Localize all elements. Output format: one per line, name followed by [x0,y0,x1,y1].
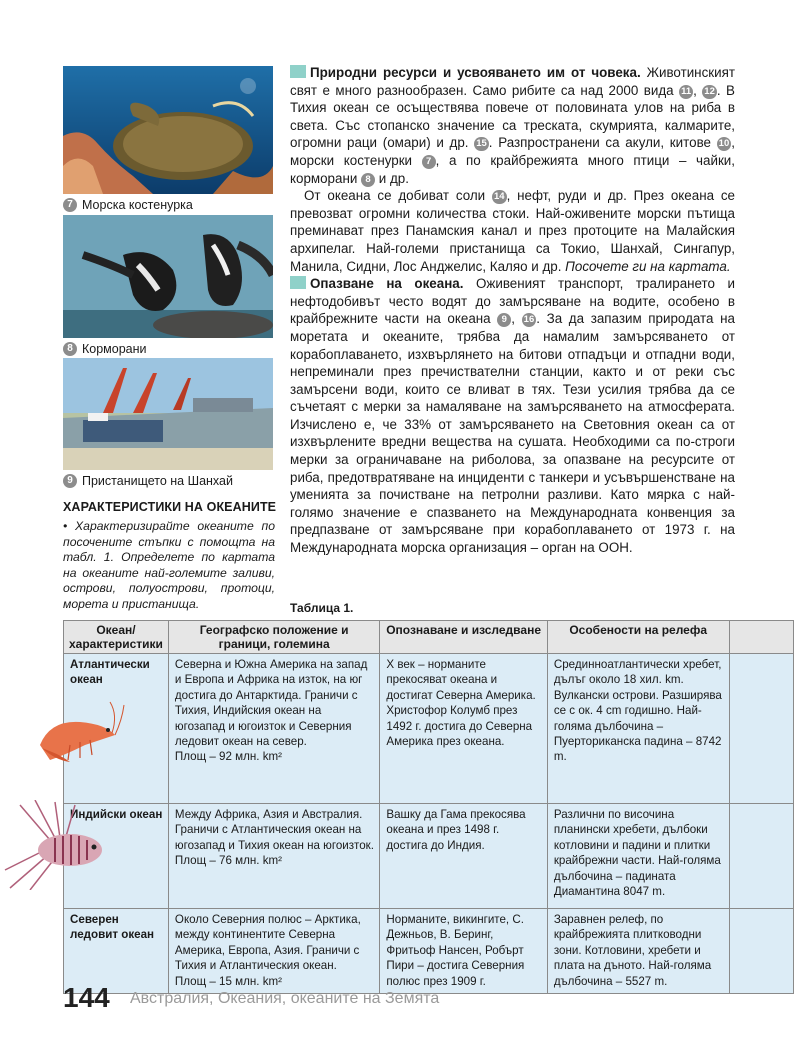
empty-cell [729,804,793,909]
photo-caption-text: Пристанището на Шанхай [82,474,233,488]
task-instruction: • Характеризирайте океаните по посочените стъпки с помощта на табл. 1. Определете по картата на океаните най-големите заливи, острови, полуострови, протоци, морета и пристанища. [63,519,275,611]
section-marker [290,276,306,289]
figure-ref-badge: 7 [422,155,436,169]
paragraph-protection: Опазване на океана. Оживеният транспорт, тралирането и нефтодобивът често водят до замърсяване на водите, особено в крайбрежните части на океана 9 , 16 . За да запазим природата на моретата и океаните, трябва да намалим замърсяването от корабоплаването, изхвърлянето на битови отпадъци и отпадни води, непреминали през пречиствателни станции, както и от реки със замърсени води, които се вливат в тях. Тези усилия трябва да се съчетаят с мерки за намаляване на замърсяването на атмосферата. Изчислено е, че 33% от замърсяването на Световния океан са от изхвърлените вредни вещества на сушата. Необходими са по-строги мерки за ограничаване на риболова, за опазване на ресурсите от риба, предотвратяване на инциденти с танкери и усъвършенстване на уменията за почистване на петролни разливи. Като мярка с най-голямо значение е спазването на Международната конвенция за предпазване от замърсяване при корабоплаването от 1973 г. на Международната морска организация – орган на ООН. [290,276,735,556]
section-heading-ocean-characteristics: ХАРАКТЕРИСТИКИ НА ОКЕАНИТЕ [63,500,277,514]
table-row [64,654,794,804]
ocean-name-cell: Северен ледовит океан [64,909,169,994]
task-inline: Посочете ги на картата. [565,258,731,274]
section-marker [290,65,306,78]
table-label: Таблица 1. [290,601,354,615]
figure-ref-badge: 8 [361,173,375,187]
photo-number-badge: 8 [63,342,77,356]
empty-cell [729,909,793,994]
relief-cell: Заравнен релеф, по крайбрежията плитководни зони. Котловини, хребети и плата на дъното. Най-голяма дълбочина – 5527 m. [547,909,729,994]
relief-cell: Срединноатлантически хребет, дълъг около 18 хил. km. Вулкански острови. Разширява се с ок. 4 cm годишно. Най-голяма дълбочина – Пуерториканска падина – 8742 m. [547,654,729,804]
photo-caption-text: Морска костенурка [82,198,193,212]
page-number: 144 [63,982,110,1013]
area-value: Площ – 15 млн. km² [174,974,283,988]
exploration-cell: X век – норманите прекосяват океана и достигат Северна Америка. Христофор Колумб през 1492 г. достига до Северна Америка през океана. [380,654,547,804]
photo-caption-cormorants [63,342,147,356]
paragraph-resources: Природни ресурси и усвояването им от човека. Животинският свят е много разнообразен. Само рибите са над 2000 вида 11 , 12 . В Тихия океан се осъществява повече от половината улов на риба в света. Със стопанско значение са трескатa, скумрията, калмарите, огромни раци (омари) и др. 15 . Разпространени са акули, китове 10 , морски костенурки 7 , а по крайбрежията много птици – чайки, корморани 8 и др. [290,65,735,186]
cormorants-photo [63,215,273,338]
column-header [729,621,793,654]
photo-caption-turtle [63,198,193,212]
column-header: Опознаване и изследване [380,621,547,654]
photo-caption-shanghai [63,474,233,488]
shanghai-port-photo [63,358,273,470]
column-header: Особености на релефа [547,621,729,654]
table-row [64,909,794,994]
exploration-cell: Норманите, викингите, С. Дежньов, В. Беринг, Фритьоф Нансен, Робърт Пири – достига Северния полюс през 1909 г. [380,909,547,994]
table-row [64,804,794,909]
photo-caption-text: Корморани [82,342,147,356]
figure-ref-badge: 11 [681,85,692,97]
column-header: Географско положение и граници, големина [168,621,379,654]
oceans-table [63,620,794,994]
figure-ref-badge: 15 [476,138,487,150]
sea-turtle-photo [63,66,273,194]
geo-cell: Северна и Южна Америка на запад и Европа и Африка на изток, на юг достига до Антарктида. Граничи с Тихия, Индийския океан на югозапад и югоизток и Северния ледовит океан на север. Площ – 92 млн. km² [168,654,379,804]
empty-cell [729,654,793,804]
figure-ref-badge: 10 [718,138,730,150]
chapter-title: Австралия, Океания, океаните на Земята [130,990,440,1007]
exploration-cell: Вашку да Гама прекосява океана и през 1498 г. достига до Индия. [380,804,547,909]
column-header: Океан/характеристики [64,621,169,654]
relief-cell: Различни по височина планински хребети, дълбоки котловини и падини и плитки крайбрежни части. Най-голяма дълбочина – падината Диамантина 8047 m. [547,804,729,909]
ocean-name-cell: Атлантически океан [64,654,169,804]
ocean-name-cell: Индийски океан [64,804,169,909]
figure-ref-badge: 12 [704,85,715,97]
photo-number-badge: 9 [63,474,77,488]
area-value: Площ – 92 млн. km² [174,750,283,764]
section-heading-protection: Опазване на океана. [310,276,464,292]
main-text [290,64,735,557]
section-heading-resources: Природни ресурси и усвояването им от човека. [310,65,641,80]
photo-number-badge: 7 [63,198,77,212]
paragraph-ports: От океана се добиват соли 14 , нефт, руди и др. През океана се превозват огромни количества стоки. Най-оживените морски пътища преминават през Панамския канал и през протоците на Малайския архипелаг. Най-големи пристанища са Токио, Шанхай, Сингапур, Манила, Сидни, Лос Анджелис, Каляо и др. Посочете ги на картата. [290,188,736,274]
table-header-row [64,621,794,654]
geo-cell: Между Африка, Азия и Австралия. Граничи с Атлантическия океан на югозапад и Тихия океан на югоизток. Площ – 76 млн. km² [168,804,379,909]
figure-ref-badge: 14 [493,191,505,203]
figure-ref-badge: 16 [523,314,535,326]
area-value: Площ – 76 млн. km² [174,854,283,868]
figure-ref-badge: 9 [497,313,511,327]
geo-cell: Около Северния полюс – Арктика, между континентите Северна Америка, Европа, Азия. Граничи с Тихия и Атлантическия океан. Площ – 15 млн. km² [168,909,379,994]
